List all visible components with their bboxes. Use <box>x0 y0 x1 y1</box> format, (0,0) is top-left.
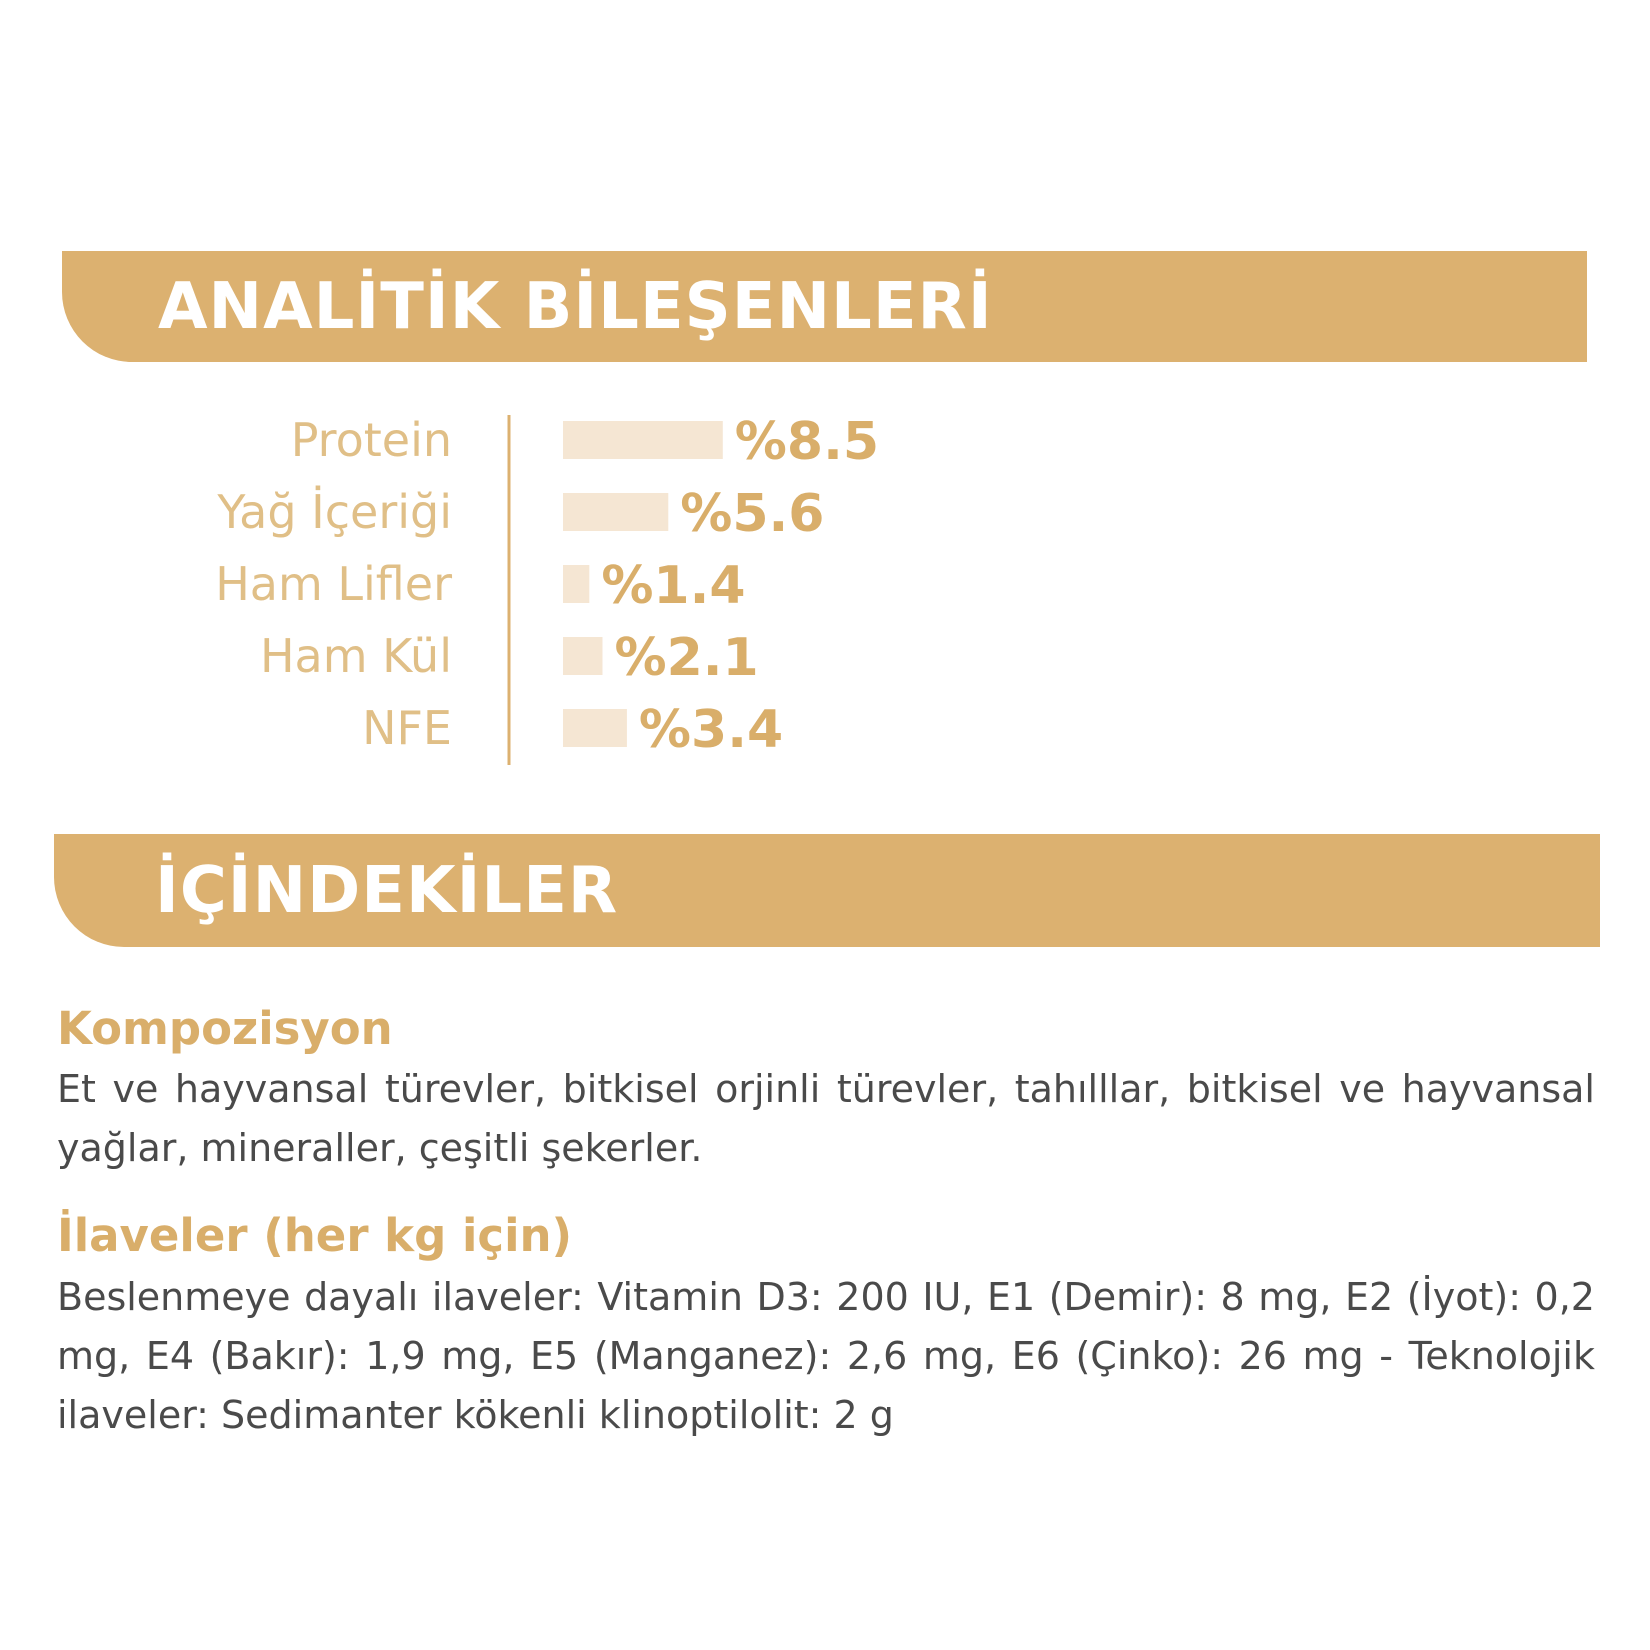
bar <box>563 493 668 531</box>
category-label: Protein <box>290 413 452 467</box>
ingredients-title: İÇİNDEKİLER <box>155 853 619 928</box>
additives-text: Beslenmeye dayalı ilaveler: Vitamin D3: 200 IU, E1 (Demir): 8 mg, E2 (İyot): 0,2 mg, E4 (Bakır): 1,9 mg, E5 (Manganez): 2,6 mg, E6 (Çinko): 26 mg - Teknolojik ilaveler: Sedimanter kökenli klinoptilolit: 2 g <box>57 1275 1595 1437</box>
bar <box>563 637 602 675</box>
value-label: %5.6 <box>680 484 825 544</box>
ingredients-banner <box>54 834 1600 947</box>
bar <box>563 565 589 603</box>
value-label: %1.4 <box>601 556 746 616</box>
bar <box>563 421 723 459</box>
analytic-components-banner <box>62 251 1587 362</box>
bar <box>563 709 627 747</box>
composition-heading: Kompozisyon <box>57 1002 393 1055</box>
category-label: Ham Kül <box>259 629 452 683</box>
analytic-components-title: ANALİTİK BİLEŞENLERİ <box>158 269 993 344</box>
value-label: %2.1 <box>614 628 759 688</box>
category-label: NFE <box>362 701 452 755</box>
nutrient-bar-chart <box>0 395 1650 765</box>
additives-heading: İlaveler (her kg için) <box>57 1209 573 1262</box>
category-label: Yağ İçeriği <box>217 485 452 539</box>
value-label: %3.4 <box>638 700 784 760</box>
category-label: Ham Lifler <box>215 557 452 611</box>
composition-text: Et ve hayvansal türevler, bitkisel orjinli türevler, tahılllar, bitkisel ve hayvansal yağlar, mineraller, çeşitli şekerler. <box>57 1067 1595 1170</box>
value-label: %8.5 <box>734 412 880 472</box>
